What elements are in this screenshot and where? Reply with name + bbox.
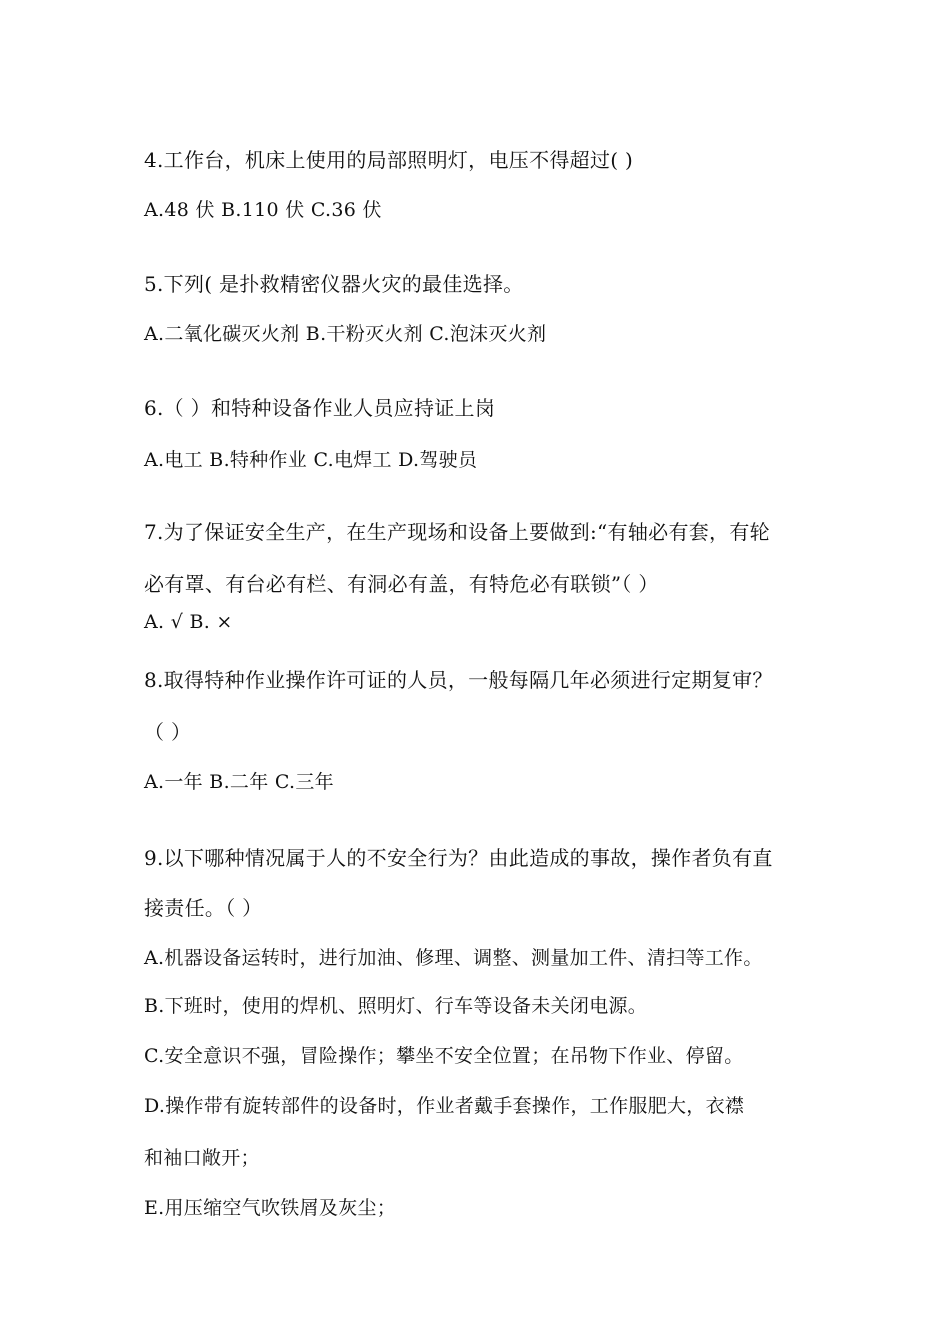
question-8-options: A.一年 B.二年 C.三年 (144, 771, 334, 793)
question-9-option-a: A.机器设备运转时，进行加油、修理、调整、测量加工件、清扫等工作。 (144, 947, 763, 969)
question-9-stem-line-1: 9.以下哪种情况属于人的不安全行为？由此造成的事故，操作者负有直 (144, 846, 773, 870)
question-9-option-c: C.安全意识不强，冒险操作；攀坐不安全位置；在吊物下作业、停留。 (144, 1045, 744, 1067)
question-6-stem: 6.（ ）和特种设备作业人员应持证上岗 (144, 396, 496, 420)
question-5-stem: 5.下列( 是扑救精密仪器火灾的最佳选择。 (144, 272, 524, 296)
question-9-option-d-line-2: 和袖口敞开； (144, 1147, 260, 1169)
question-4-options: A.48 伏 B.110 伏 C.36 伏 (144, 199, 382, 221)
question-6-options: A.电工 B.特种作业 C.电焊工 D.驾驶员 (144, 449, 478, 471)
question-7-stem-line-1: 7.为了保证安全生产，在生产现场和设备上要做到:“有轴必有套，有轮 (144, 520, 770, 544)
question-4-stem: 4.工作台，机床上使用的局部照明灯，电压不得超过( ) (144, 148, 634, 172)
question-8-stem-line-1: 8.取得特种作业操作许可证的人员，一般每隔几年必须进行定期复审？ (144, 668, 773, 692)
question-7-options: A. √ B. × (144, 611, 233, 633)
question-7-stem-line-2: 必有罩、有台必有栏、有洞必有盖，有特危必有联锁”（ ） (144, 572, 659, 596)
question-9-option-d-line-1: D.操作带有旋转部件的设备时，作业者戴手套操作，工作服肥大，衣襟 (144, 1095, 745, 1117)
question-5-options: A.二氧化碳灭火剂 B.干粉灭火剂 C.泡沫灭火剂 (144, 323, 547, 345)
question-9-option-e: E.用压缩空气吹铁屑及灰尘； (144, 1197, 397, 1219)
question-8-stem-line-2: （ ） (144, 720, 192, 744)
question-9-option-b: B.下班时，使用的焊机、照明灯、行车等设备未关闭电源。 (144, 995, 648, 1017)
question-9-stem-line-2: 接责任。（ ） (144, 896, 263, 920)
